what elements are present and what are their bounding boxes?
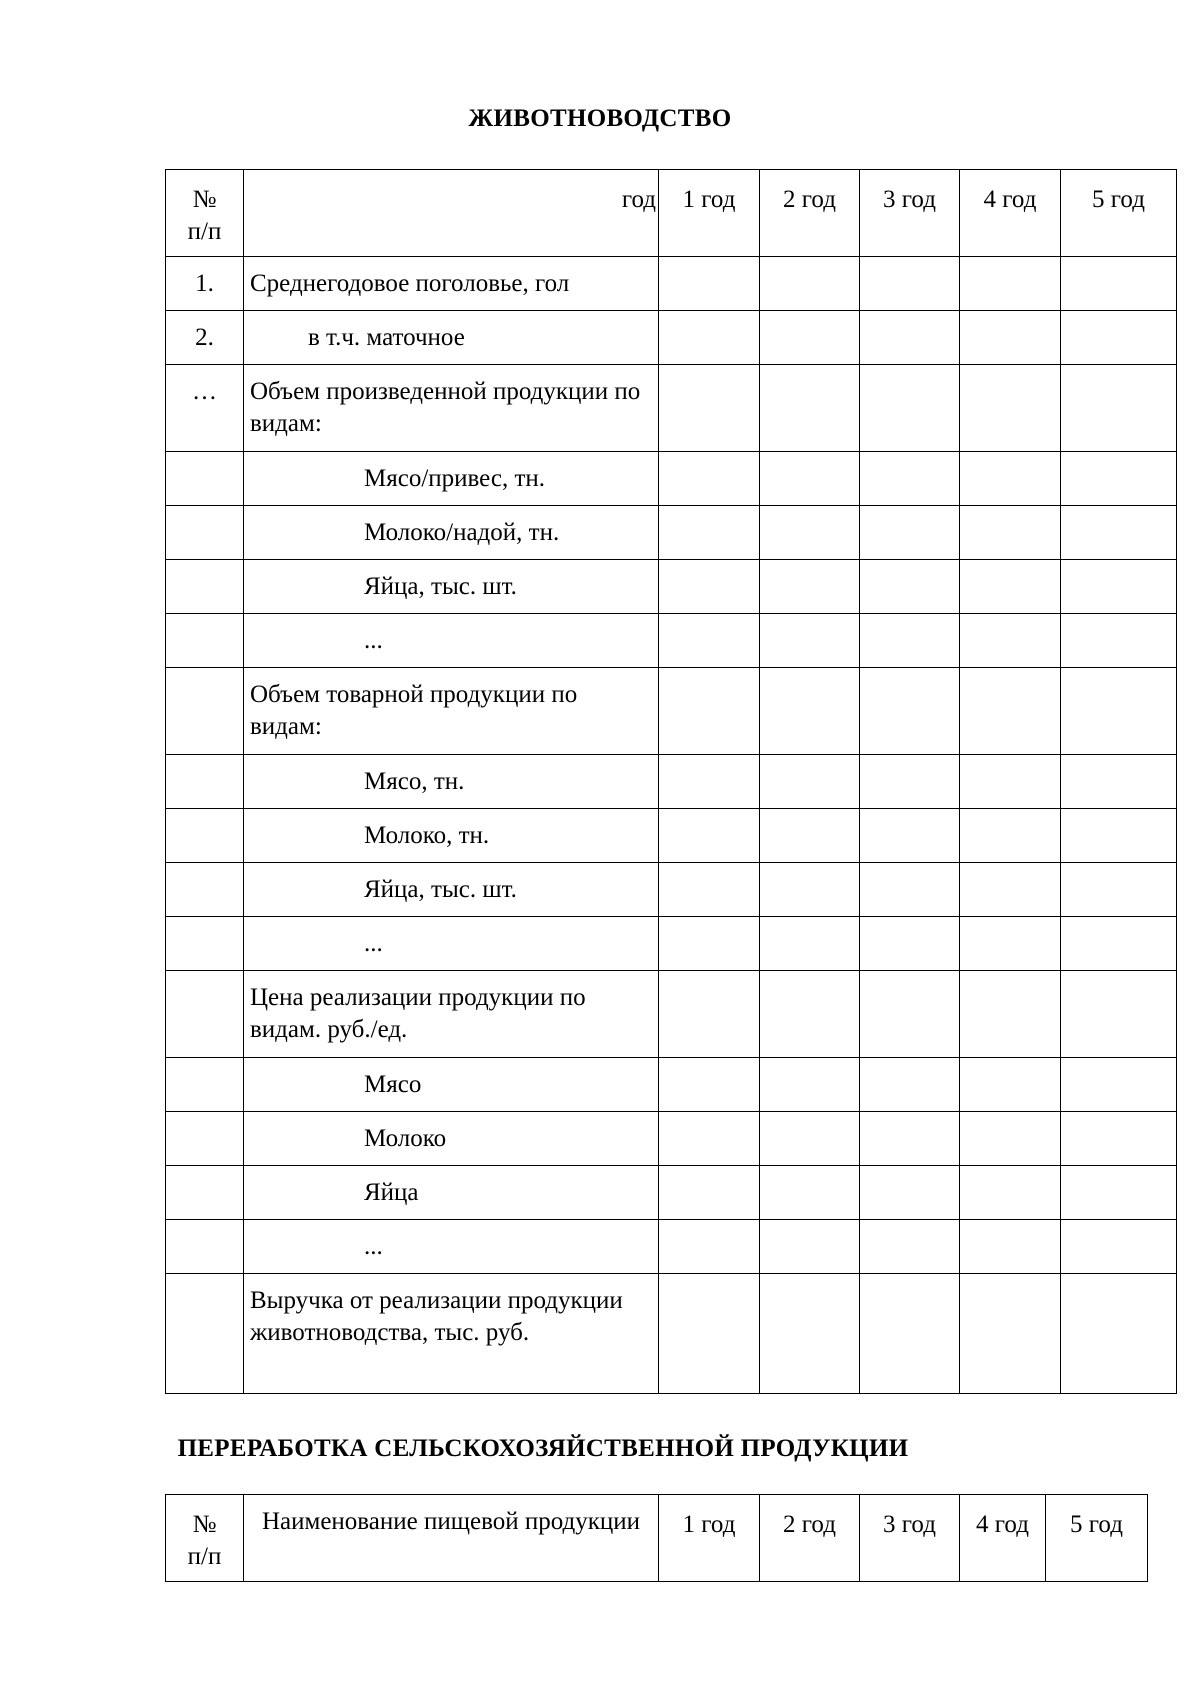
row-number: 1. <box>166 257 244 311</box>
table-row <box>166 863 1177 917</box>
value-cell-year-1[interactable] <box>659 863 760 917</box>
value-cell-year-2[interactable] <box>760 1058 860 1112</box>
value-cell-year-4[interactable] <box>960 668 1061 755</box>
row-label: Среднегодовое поголовье, гол <box>244 257 659 311</box>
value-cell-year-3[interactable] <box>860 257 960 311</box>
value-cell-year-3[interactable] <box>860 614 960 668</box>
table-row <box>166 452 1177 506</box>
header-year-1: 1 год <box>659 1495 760 1582</box>
row-label: Объем товарной продукции по видам: <box>244 668 659 755</box>
row-number <box>166 668 244 755</box>
row-number <box>166 971 244 1058</box>
row-number <box>166 560 244 614</box>
value-cell-year-2[interactable] <box>760 614 860 668</box>
value-cell-year-5[interactable] <box>1061 917 1177 971</box>
value-cell-year-2[interactable] <box>760 668 860 755</box>
section-title-processing: ПЕРЕРАБОТКА СЕЛЬСКОХОЗЯЙСТВЕННОЙ ПРОДУКЦИИ <box>177 1435 909 1462</box>
row-label: Молоко <box>244 1112 659 1166</box>
value-cell-year-1[interactable] <box>659 1274 760 1394</box>
header-num-line1: № <box>192 1511 217 1538</box>
table-row <box>166 1166 1177 1220</box>
header-num-line1: № <box>192 186 217 213</box>
value-cell-year-5[interactable] <box>1061 452 1177 506</box>
header-year-5: 5 год <box>1046 1495 1148 1582</box>
value-cell-year-3[interactable] <box>860 1058 960 1112</box>
value-cell-year-4[interactable] <box>960 560 1061 614</box>
value-cell-year-5[interactable] <box>1061 506 1177 560</box>
section-title-livestock: ЖИВОТНОВОДСТВО <box>468 105 732 132</box>
value-cell-year-3[interactable] <box>860 560 960 614</box>
row-number: … <box>166 365 244 452</box>
header-year-4: 4 год <box>960 1495 1046 1582</box>
value-cell-year-1[interactable] <box>659 917 760 971</box>
value-cell-year-4[interactable] <box>960 917 1061 971</box>
table-row <box>166 614 1177 668</box>
value-cell-year-2[interactable] <box>760 1166 860 1220</box>
value-cell-year-4[interactable] <box>960 614 1061 668</box>
processing-table <box>165 1494 1148 1582</box>
row-number <box>166 755 244 809</box>
row-label: ... <box>244 917 659 971</box>
value-cell-year-5[interactable] <box>1061 614 1177 668</box>
row-label: Цена реализации продукции по видам. руб./ед. <box>244 971 659 1058</box>
value-cell-year-5[interactable] <box>1061 1220 1177 1274</box>
table-row <box>166 755 1177 809</box>
table-row <box>166 1058 1177 1112</box>
row-number <box>166 1058 244 1112</box>
row-label: Мясо/привес, тн. <box>244 452 659 506</box>
header-year-2: 2 год <box>760 1495 860 1582</box>
value-cell-year-2[interactable] <box>760 1112 860 1166</box>
value-cell-year-5[interactable] <box>1061 257 1177 311</box>
value-cell-year-1[interactable] <box>659 614 760 668</box>
value-cell-year-4[interactable] <box>960 1058 1061 1112</box>
header-num-line2: п/п <box>187 1543 222 1570</box>
value-cell-year-3[interactable] <box>860 1274 960 1394</box>
table-row <box>166 506 1177 560</box>
value-cell-year-3[interactable] <box>860 755 960 809</box>
header-year-label: год <box>244 170 659 257</box>
value-cell-year-4[interactable] <box>960 755 1061 809</box>
value-cell-year-5[interactable] <box>1061 809 1177 863</box>
value-cell-year-1[interactable] <box>659 257 760 311</box>
value-cell-year-3[interactable] <box>860 917 960 971</box>
row-label: Мясо <box>244 1058 659 1112</box>
value-cell-year-4[interactable] <box>960 365 1061 452</box>
table-row <box>166 1274 1177 1394</box>
row-label: Яйца, тыс. шт. <box>244 560 659 614</box>
row-number: 2. <box>166 311 244 365</box>
value-cell-year-4[interactable] <box>960 311 1061 365</box>
value-cell-year-3[interactable] <box>860 1220 960 1274</box>
value-cell-year-1[interactable] <box>659 560 760 614</box>
row-number <box>166 1274 244 1394</box>
value-cell-year-3[interactable] <box>860 506 960 560</box>
value-cell-year-2[interactable] <box>760 755 860 809</box>
header-num <box>166 1495 244 1582</box>
header-year-3: 3 год <box>860 1495 960 1582</box>
value-cell-year-4[interactable] <box>960 1112 1061 1166</box>
row-number <box>166 917 244 971</box>
table-row <box>166 1220 1177 1274</box>
value-cell-year-1[interactable] <box>659 1166 760 1220</box>
value-cell-year-1[interactable] <box>659 971 760 1058</box>
header-num <box>166 170 244 257</box>
row-label: Молоко/надой, тн. <box>244 506 659 560</box>
value-cell-year-2[interactable] <box>760 1220 860 1274</box>
row-number <box>166 506 244 560</box>
row-number <box>166 614 244 668</box>
value-cell-year-1[interactable] <box>659 755 760 809</box>
value-cell-year-2[interactable] <box>760 560 860 614</box>
row-number <box>166 1166 244 1220</box>
value-cell-year-3[interactable] <box>860 1112 960 1166</box>
value-cell-year-3[interactable] <box>860 311 960 365</box>
value-cell-year-1[interactable] <box>659 1220 760 1274</box>
value-cell-year-2[interactable] <box>760 809 860 863</box>
row-label: Объем произведенной продукции по видам: <box>244 365 659 452</box>
header-year-4: 4 год <box>960 170 1061 257</box>
table-header-row <box>166 170 1177 257</box>
table-row <box>166 560 1177 614</box>
header-year-3: 3 год <box>860 170 960 257</box>
value-cell-year-2[interactable] <box>760 452 860 506</box>
table-row <box>166 809 1177 863</box>
row-label: Яйца <box>244 1166 659 1220</box>
table-header-row <box>166 1495 1148 1582</box>
value-cell-year-2[interactable] <box>760 311 860 365</box>
header-product-name: Наименование пищевой продукции <box>244 1495 659 1582</box>
row-label: в т.ч. маточное <box>244 311 659 365</box>
value-cell-year-5[interactable] <box>1061 560 1177 614</box>
row-number <box>166 809 244 863</box>
row-number <box>166 1220 244 1274</box>
value-cell-year-3[interactable] <box>860 452 960 506</box>
header-num-line2: п/п <box>187 218 222 245</box>
value-cell-year-4[interactable] <box>960 971 1061 1058</box>
value-cell-year-1[interactable] <box>659 506 760 560</box>
table-row <box>166 257 1177 311</box>
row-label: Яйца, тыс. шт. <box>244 863 659 917</box>
value-cell-year-1[interactable] <box>659 1112 760 1166</box>
value-cell-year-1[interactable] <box>659 452 760 506</box>
value-cell-year-2[interactable] <box>760 1274 860 1394</box>
value-cell-year-2[interactable] <box>760 863 860 917</box>
value-cell-year-2[interactable] <box>760 917 860 971</box>
livestock-table <box>165 169 1177 1394</box>
table-row <box>166 668 1177 755</box>
row-number <box>166 863 244 917</box>
value-cell-year-1[interactable] <box>659 365 760 452</box>
header-year-2: 2 год <box>760 170 860 257</box>
table-row <box>166 365 1177 452</box>
value-cell-year-2[interactable] <box>760 365 860 452</box>
value-cell-year-5[interactable] <box>1061 971 1177 1058</box>
table-row <box>166 311 1177 365</box>
row-label: Мясо, тн. <box>244 755 659 809</box>
value-cell-year-4[interactable] <box>960 506 1061 560</box>
value-cell-year-4[interactable] <box>960 863 1061 917</box>
value-cell-year-2[interactable] <box>760 257 860 311</box>
value-cell-year-3[interactable] <box>860 863 960 917</box>
value-cell-year-5[interactable] <box>1061 755 1177 809</box>
table-row <box>166 971 1177 1058</box>
value-cell-year-1[interactable] <box>659 311 760 365</box>
value-cell-year-5[interactable] <box>1061 311 1177 365</box>
row-label: Выручка от реализации продукции животноводства, тыс. руб. <box>244 1274 659 1394</box>
value-cell-year-3[interactable] <box>860 365 960 452</box>
value-cell-year-3[interactable] <box>860 809 960 863</box>
value-cell-year-4[interactable] <box>960 1166 1061 1220</box>
value-cell-year-5[interactable] <box>1061 365 1177 452</box>
value-cell-year-2[interactable] <box>760 971 860 1058</box>
header-year-5: 5 год <box>1061 170 1177 257</box>
row-number <box>166 452 244 506</box>
value-cell-year-4[interactable] <box>960 452 1061 506</box>
value-cell-year-5[interactable] <box>1061 1166 1177 1220</box>
value-cell-year-5[interactable] <box>1061 1274 1177 1394</box>
value-cell-year-1[interactable] <box>659 668 760 755</box>
value-cell-year-5[interactable] <box>1061 863 1177 917</box>
value-cell-year-3[interactable] <box>860 1166 960 1220</box>
value-cell-year-4[interactable] <box>960 1274 1061 1394</box>
value-cell-year-3[interactable] <box>860 668 960 755</box>
value-cell-year-5[interactable] <box>1061 668 1177 755</box>
value-cell-year-4[interactable] <box>960 809 1061 863</box>
row-label: ... <box>244 614 659 668</box>
row-label: ... <box>244 1220 659 1274</box>
value-cell-year-2[interactable] <box>760 506 860 560</box>
value-cell-year-3[interactable] <box>860 971 960 1058</box>
header-year-1: 1 год <box>659 170 760 257</box>
value-cell-year-5[interactable] <box>1061 1112 1177 1166</box>
table-row <box>166 917 1177 971</box>
row-number <box>166 1112 244 1166</box>
value-cell-year-5[interactable] <box>1061 1058 1177 1112</box>
value-cell-year-4[interactable] <box>960 1220 1061 1274</box>
value-cell-year-1[interactable] <box>659 1058 760 1112</box>
value-cell-year-1[interactable] <box>659 809 760 863</box>
table-row <box>166 1112 1177 1166</box>
row-label: Молоко, тн. <box>244 809 659 863</box>
value-cell-year-4[interactable] <box>960 257 1061 311</box>
